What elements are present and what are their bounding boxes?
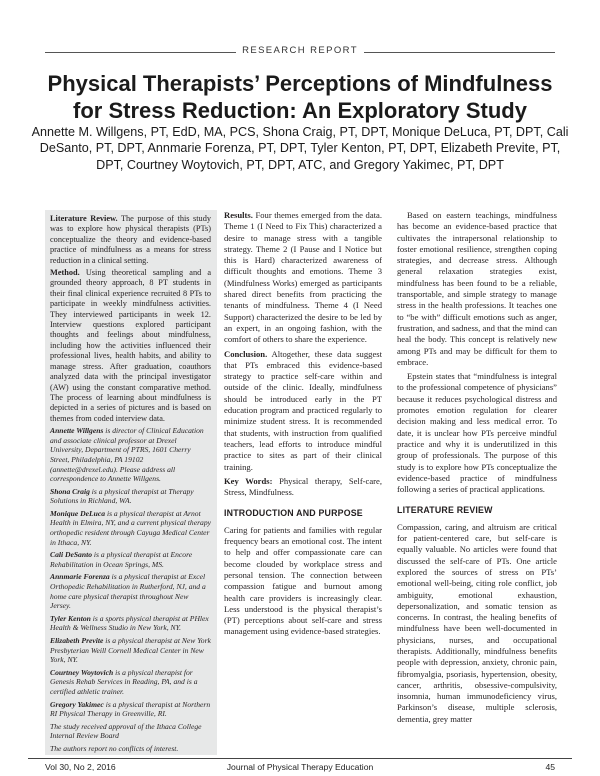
- author-bio: Elizabeth Previte is a physical therapist at New York Presbyterian Weill Cornell Medical Center in New York, NY.: [50, 636, 211, 665]
- intro-paragraph: Caring for patients and families with regular frequency bears an emotional cost. The intent to help and offer compassionate care can become clouded by workplace stress and personal tension. The connection between compassion fatigue and burnout among health care providers is increasingly clear. Less understood is the physical therapist’s (PT) perceptions about self-care and stress management using evidence-based strategies.: [224, 524, 382, 637]
- column-3: [397, 210, 557, 755]
- section-label: RESEARCH REPORT: [0, 45, 600, 56]
- author-bio: Cali DeSanto is a physical therapist at Encore Rehabilitation in Ocean Springs, MS.: [50, 550, 193, 569]
- heading-introduction: INTRODUCTION AND PURPOSE: [224, 508, 363, 519]
- abstract-method: Method. Using theoretical sampling and a grounded theory approach, 8 PT students in their final clinical experience recruited 8 PTs to participate in weekly mindfulness activities. They interviewed participants in week 12. Interview questions explored participant thoughts and feelings about mindfulness, including how the activities influenced their professional lives, health habits, and ability to manage stress. After graduation, coauthors analyzed data with the principal investigator (AW) using the constant comparative method. The process of learning about mindfulness is depicted in a series of pictures and is based on themes from coded interview data.: [50, 268, 212, 423]
- author-bio: Annette Willgens is director of Clinical Education and associate clinical professor at Drexel University, Department of PTRS, 1601 Cherry Street, Philadelphia, PA 19102 (annette@drexel.edu). Please address all correspondence to Annette Willgens.: [50, 426, 204, 484]
- author-bio: Courtney Woytovich is a physical therapist for Genesis Rehab Services in Reading, PA, and is a certified athletic trainer.: [50, 667, 198, 696]
- note-irb: The study received approval of the Ithaca College Internal Review Board: [50, 721, 202, 741]
- author-list: Annette M. Willgens, PT, EdD, MA, PCS, Shona Craig, PT, DPT, Monique DeLuca, PT, DPT, Cali DeSanto, PT, DPT, Annmarie Forenza, PT, DPT, Tyler Kenton, PT, DPT, Elizabeth Previte, PT, DPT, Courtney Woytovich, PT, DPT, ATC, and Gregory Yakimec, PT, DPT: [31, 125, 569, 172]
- author-bio: Shona Craig is a physical therapist at Therapy Solutions in Richland, WA.: [50, 486, 194, 506]
- author-bio: Annmarie Forenza is a physical therapist at Excel Orthopedic Rehabilitation in Rutherford, NJ, and a home care physical therapist throughout New Jersey.: [50, 572, 206, 611]
- footer-rule: [28, 758, 572, 759]
- author-bio: Gregory Yakimec is a physical therapist at Northern RI Physical Therapy in Greenville, RI.: [50, 699, 211, 719]
- abstract-conclusion: Conclusion. Altogether, these data suggest that PTs embraced this evidence-based strategy to practice self-care within and outside of the clinic. Ideally, mindfulness should be introduced early in the PT education program and practiced regularly to minimize student stress. It is recommended that students, with instruction from qualified teachers, lead efforts to introduce mindful practice to sites as part of their clinical training.: [224, 348, 382, 472]
- footer-volume: Vol 30, No 2, 2016: [45, 762, 116, 772]
- page-number: 45: [545, 762, 555, 772]
- abstract-keywords: Key Words: Physical therapy, Self-care, Stress, Mindfulness.: [224, 475, 382, 498]
- epstein-paragraph: Epstein states that “mindfulness is integral to the professional competence of physicians” because it reduces psychological distress and promotes emotion regulation for clearer decision making and less medical error. To date, it is unclear how PTs perceive mindful practice and why it is underutilized in this group of professionals. The purpose of this study is to explore how PTs conceptualize the evidence-based practice of mindfulness following a series of practical applications.: [397, 371, 557, 495]
- abstract-box: [45, 210, 217, 755]
- article-title: Physical Therapists’ Perceptions of Mindfulness for Stress Reduction: An Exploratory Study: [47, 71, 553, 123]
- abstract-literature-review: Literature Review. The purpose of this study was to explore how physical therapists (PTs) conceptualize the theory and evidence-based practice of mindfulness as a means for stress reduction in a clinical setting.: [50, 214, 211, 265]
- abstract-results: Results. Four themes emerged from the data. Theme 1 (I Need to Fix This) characterized a desire to manage stress with a tangible strategy. Theme 2 (I Pause and I Notice but this is Hard) characterized awareness of difficult thoughts and emotions. Theme 3 (Mindfulness Works) emerged as participants shared direct benefits from practicing the tenants of mindfulness. Theme 4 (I Need Support) characterized the desire to be led by an expert, in an ongoing fashion, with the comfort of others to share the experience.: [224, 210, 382, 345]
- heading-literature-review: LITERATURE REVIEW: [397, 505, 493, 516]
- author-bio: Tyler Kenton is a sports physical therapist at PHlex Health & Wellness Studio in New York, NY.: [50, 613, 209, 633]
- column-2: [224, 210, 382, 755]
- footer-journal: Journal of Physical Therapy Education: [226, 762, 374, 772]
- mindfulness-paragraph: Based on eastern teachings, mindfulness has become an evidence-based practice that cultivates the intrapersonal relationship to foster emotional resilience, strengthen coping strategies, and decrease stress. Although general relaxation strategies exist, mindfulness has been found to be a reliable, transportable, and simple strategy to manage stress in the health professions. It teaches one to “be with” difficult emotions such as anger, frustration, and sadness, and that the mind can heal the body. This concept is relatively new among PTs and may be difficult for them to embrace.: [397, 210, 557, 367]
- note-conflicts: The authors report no conflicts of interest.: [50, 743, 179, 753]
- literature-paragraph: Compassion, caring, and altruism are critical for patient-centered care, but self-care is equally valuable. No articles were found that discussed the self-care of PTs. One article explored the sources of stress on PTs’ emotional well-being, citing role conflict, job ambiguity, emotional exhaustion, depersonalization, and somatic tension as concerns. In contrast, the healing benefits of mindfulness have been well-documented in physicians, nurses, and occupational therapists. Additionally, mindfulness benefits people with depression, anxiety, chronic pain, fibromyalgia, psoriasis, hypertension, obesity, cancer, arthritis, obsessive-compulsivity, insomnia, human immunodeficiency virus, Parkinson’s disease, multiple sclerosis, dementia, grey matter: [397, 521, 557, 724]
- author-bio: Monique DeLuca is a physical therapist at Arnot Health in Elmira, NY, and a current physical therapy orthopedic resident through Cayuga Medical Center in Ithaca, NY.: [50, 508, 212, 547]
